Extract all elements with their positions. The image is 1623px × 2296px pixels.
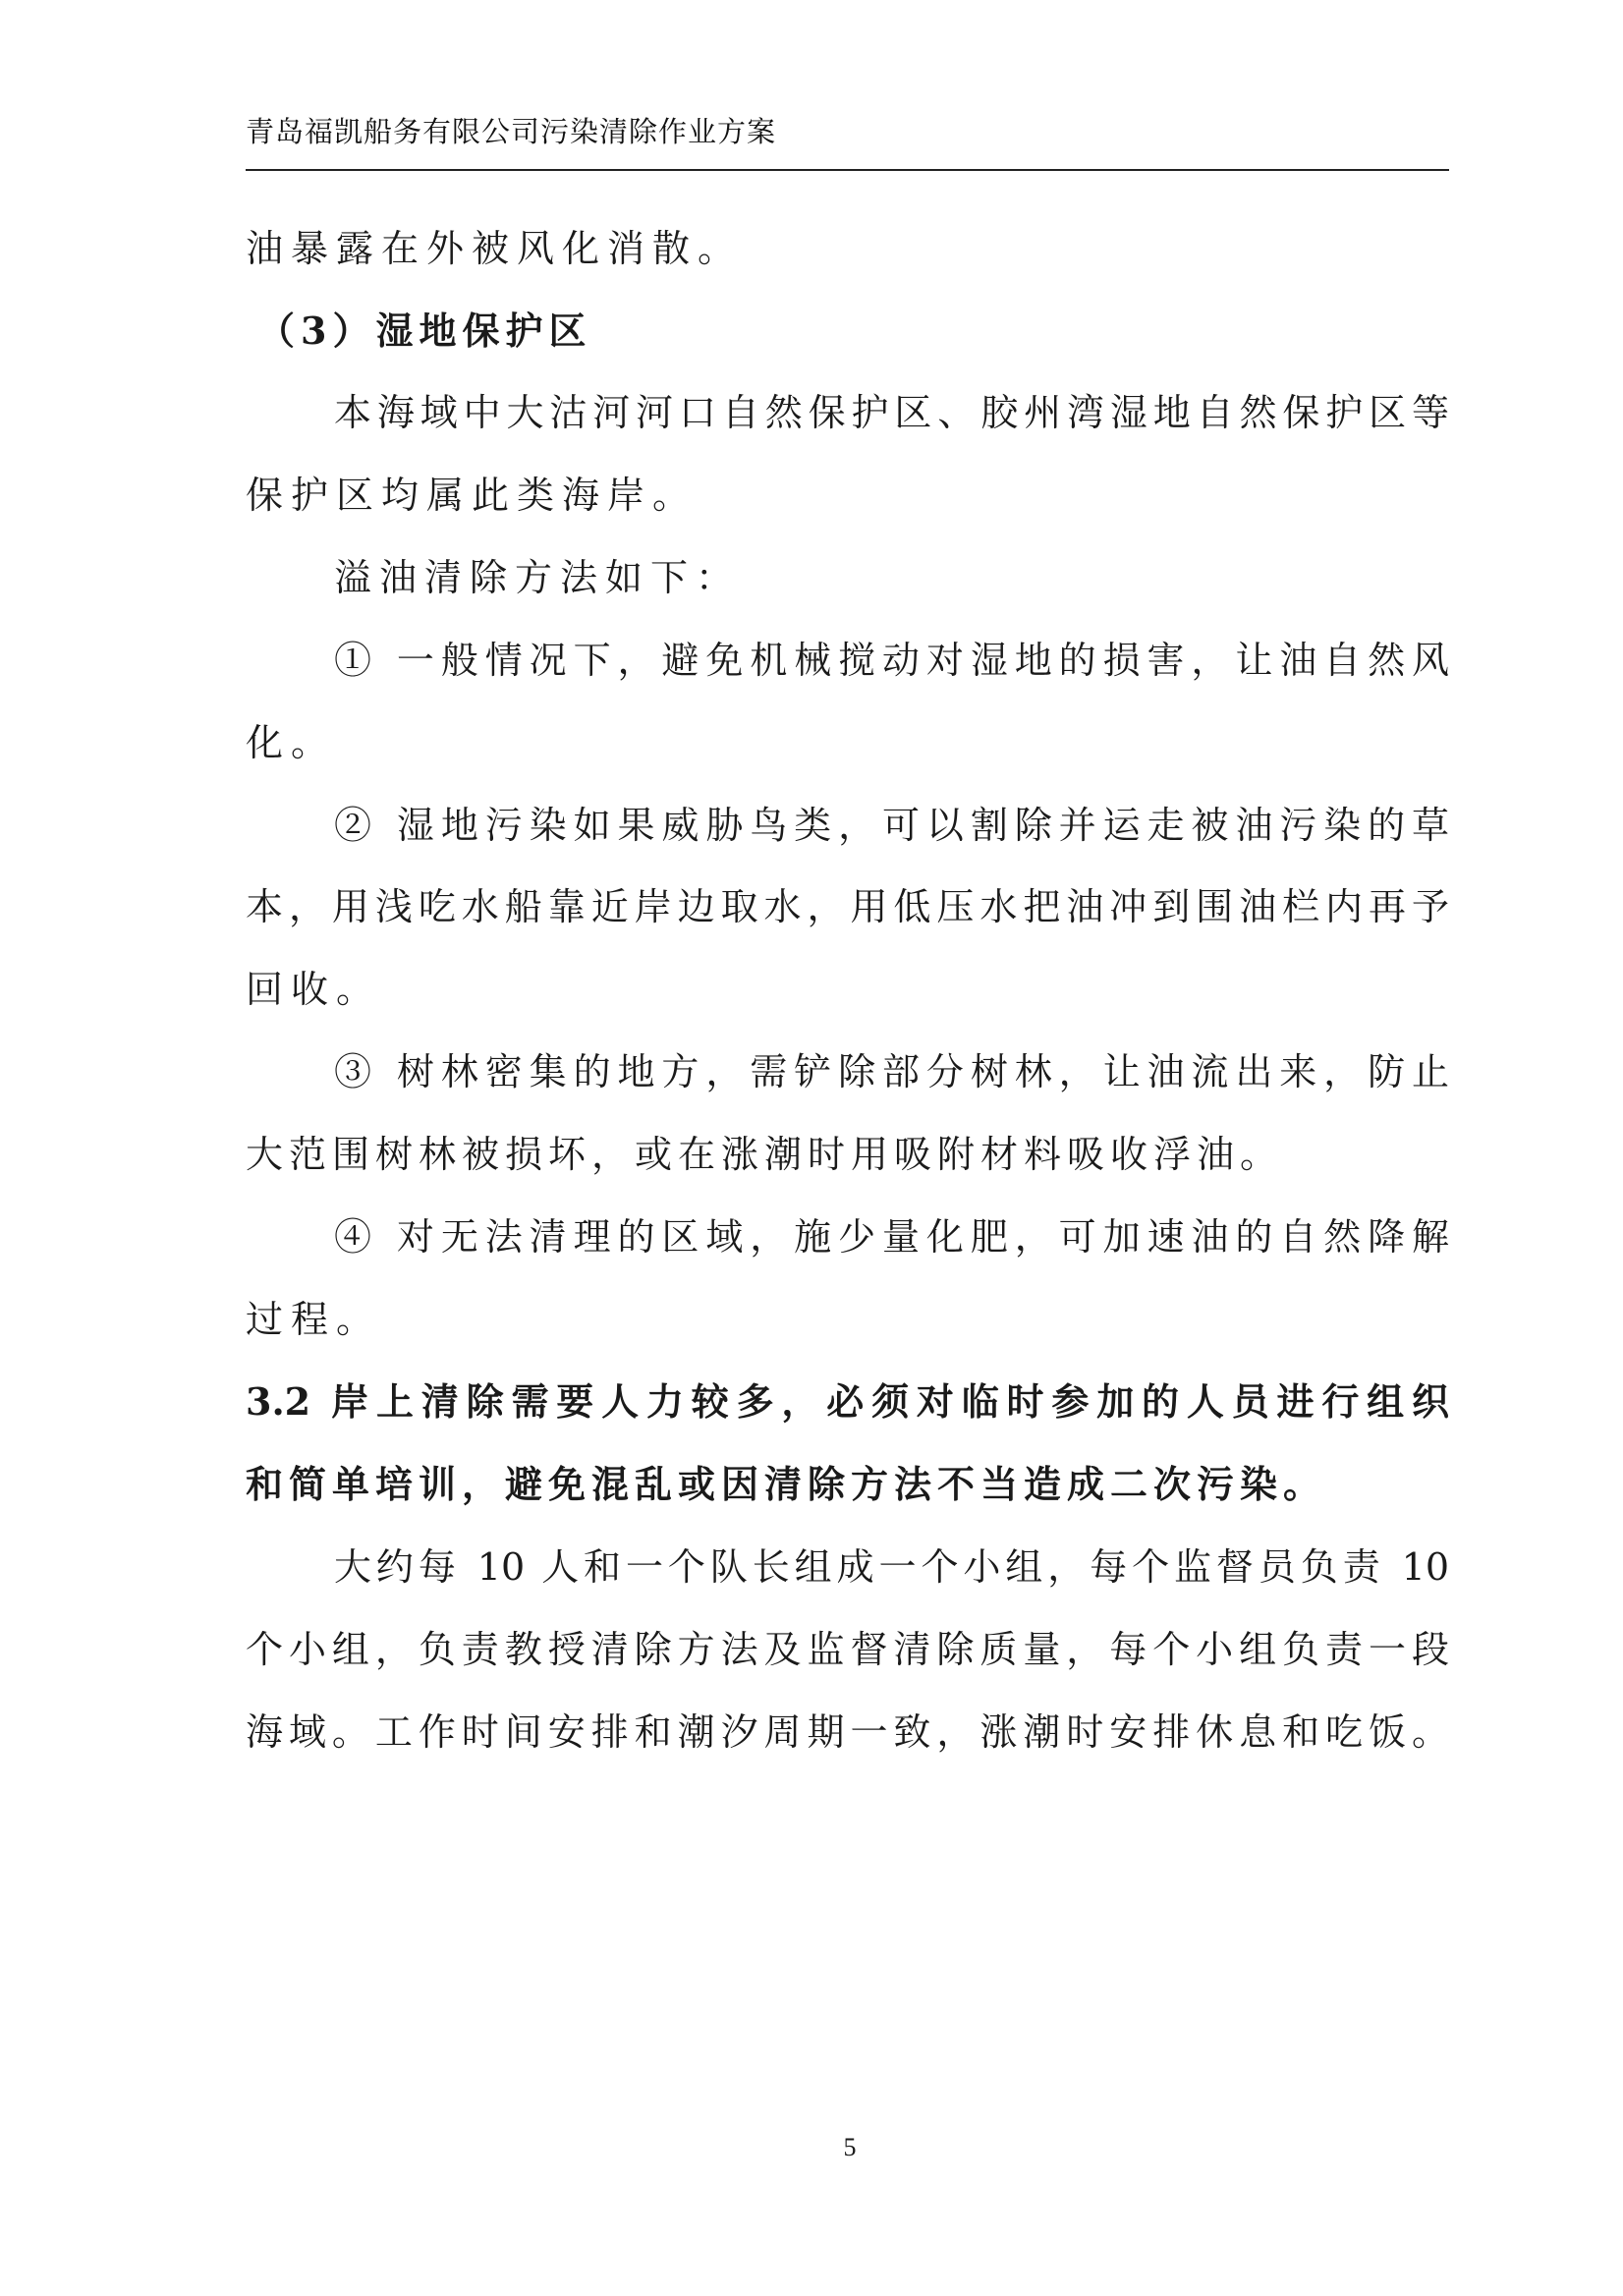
- paragraph-line: 化。: [246, 721, 337, 764]
- paragraph-line: 个小组，负责教授清除方法及监督清除质量，每个小组负责一段: [246, 1628, 1449, 1671]
- section-heading-3-2-cont: 和简单培训，避免混乱或因清除方法不当造成二次污染。: [246, 1462, 1327, 1506]
- page-number: 5: [843, 2133, 857, 2161]
- paragraph-line: 大约每 10 人和一个队长组成一个小组，每个监督员负责 10: [334, 1545, 1449, 1589]
- section-heading-3-2: 3.2 岸上清除需要人力较多，必须对临时参加的人员进行组织: [246, 1379, 1449, 1424]
- paragraph-line: 油暴露在外被风化消散。: [246, 227, 744, 270]
- header-divider: [246, 169, 1449, 171]
- section-heading-wetland: （3）湿地保护区: [257, 308, 592, 353]
- paragraph-line: 大范围树林被损坏，或在涨潮时用吸附材料吸收浮油。: [246, 1133, 1284, 1176]
- paragraph-line: 过程。: [246, 1298, 382, 1341]
- list-item-3: ③ 树林密集的地方，需铲除部分树林，让油流出来，防止: [334, 1050, 1449, 1093]
- paragraph-line: 海域。工作时间安排和潮汐周期一致，涨潮时安排休息和吃饭。: [246, 1710, 1449, 1754]
- list-item-4: ④ 对无法清理的区域，施少量化肥，可加速油的自然降解: [334, 1215, 1449, 1259]
- paragraph-line: 溢油清除方法如下：: [334, 556, 742, 599]
- list-item-1: ① 一般情况下，避免机械搅动对湿地的损害，让油自然风: [334, 639, 1449, 682]
- paragraph-line: 回收。: [246, 968, 382, 1011]
- paragraph-line: 本海域中大沽河河口自然保护区、胶州湾湿地自然保护区等: [334, 391, 1449, 434]
- paragraph-line: 保护区均属此类海岸。: [246, 474, 699, 517]
- running-header: 青岛福凯船务有限公司污染清除作业方案: [246, 115, 777, 148]
- paragraph-line: 本，用浅吃水船靠近岸边取水，用低压水把油冲到围油栏内再予: [246, 885, 1449, 928]
- list-item-2: ② 湿地污染如果威胁鸟类，可以割除并运走被油污染的草: [334, 804, 1449, 847]
